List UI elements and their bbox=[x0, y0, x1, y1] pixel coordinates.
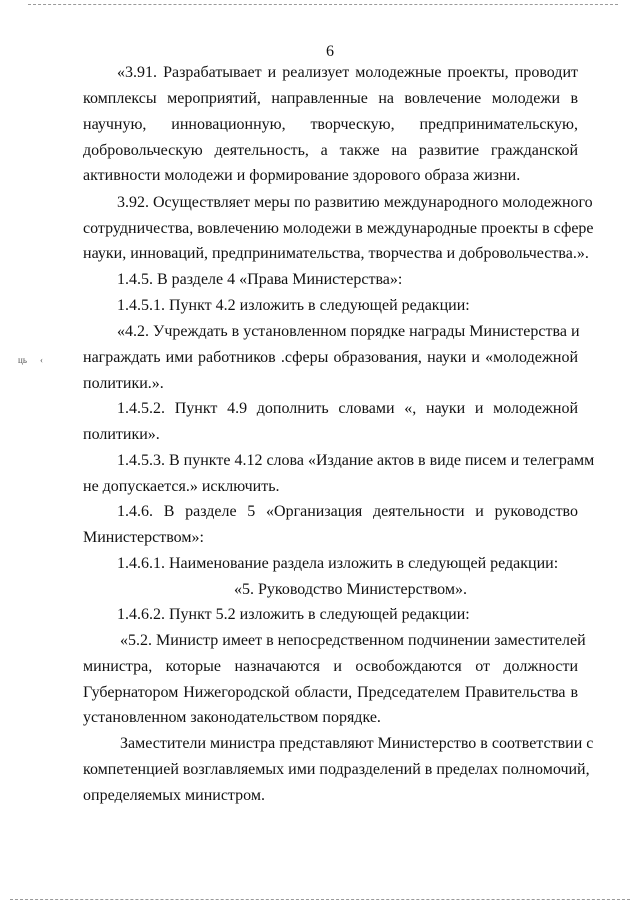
text-line: активности молодежи и формирование здорового образа жизни. bbox=[83, 167, 521, 184]
text-line: 1.4.6.1. Наименование раздела изложить в следующей редакции: bbox=[117, 555, 559, 572]
text-line: 1.4.5.1. Пункт 4.2 изложить в следующей редакции: bbox=[117, 297, 470, 314]
text-line: добровольческую деятельность, а также на развитие гражданской bbox=[83, 142, 578, 159]
text-line: сотрудничества, вовлечению молодежи в международные проекты в сфере bbox=[83, 220, 594, 237]
text-line: министра, которые назначаются и освобождаются от должности bbox=[83, 658, 578, 675]
text-line: политики.». bbox=[83, 375, 164, 392]
text-line: 1.4.6. В разделе 5 «Организация деятельности и руководство bbox=[117, 503, 578, 520]
text-line: «3.91. Разрабатывает и реализует молодежные проекты, проводит bbox=[117, 64, 578, 81]
text-line: 1.4.6.2. Пункт 5.2 изложить в следующей редакции: bbox=[117, 606, 470, 623]
margin-mark: ‹ bbox=[40, 355, 43, 365]
text-line: 3.92. Осуществляет меры по развитию международного молодежного bbox=[117, 194, 593, 211]
text-line: компетенцией возглавляемых ими подразделений в пределах полномочий, bbox=[83, 761, 590, 778]
text-line: политики». bbox=[83, 426, 160, 443]
text-line: комплексы мероприятий, направленные на вовлечение молодежи в bbox=[83, 90, 578, 107]
text-line: награждать ими работников .сферы образования, науки и «молодежной bbox=[83, 349, 578, 366]
text-line: научную, инновационную, творческую, предпринимательскую, bbox=[83, 116, 578, 133]
page-bottom-edge bbox=[10, 899, 630, 900]
text-line: Министерством»: bbox=[83, 529, 204, 546]
text-line: установленном законодательством порядке. bbox=[83, 709, 381, 726]
margin-mark: ць bbox=[18, 355, 27, 365]
text-line: «5.2. Министр имеет в непосредственном подчинении заместителей bbox=[120, 632, 586, 649]
text-line: определяемых министром. bbox=[83, 787, 265, 804]
text-line: 1.4.5. В разделе 4 «Права Министерства»: bbox=[117, 271, 403, 288]
centered-heading: «5. Руководство Министерством». bbox=[234, 581, 467, 598]
text-line: науки, инноваций, предпринимательства, творчества и добровольчества.». bbox=[83, 245, 589, 262]
text-line: 1.4.5.3. В пункте 4.12 слова «Издание актов в виде писем и телеграмм bbox=[117, 452, 595, 469]
text-line: не допускается.» исключить. bbox=[83, 478, 280, 495]
text-line: Заместители министра представляют Министерство в соответствии с bbox=[120, 735, 594, 752]
text-line: Губернатором Нижегородской области, Председателем Правительства в bbox=[83, 684, 578, 701]
text-line: «4.2. Учреждать в установленном порядке награды Министерства и bbox=[117, 323, 580, 340]
page-top-edge bbox=[28, 4, 618, 5]
page-number: 6 bbox=[326, 43, 334, 60]
text-line: 1.4.5.2. Пункт 4.9 дополнить словами «, науки и молодежной bbox=[117, 400, 578, 417]
